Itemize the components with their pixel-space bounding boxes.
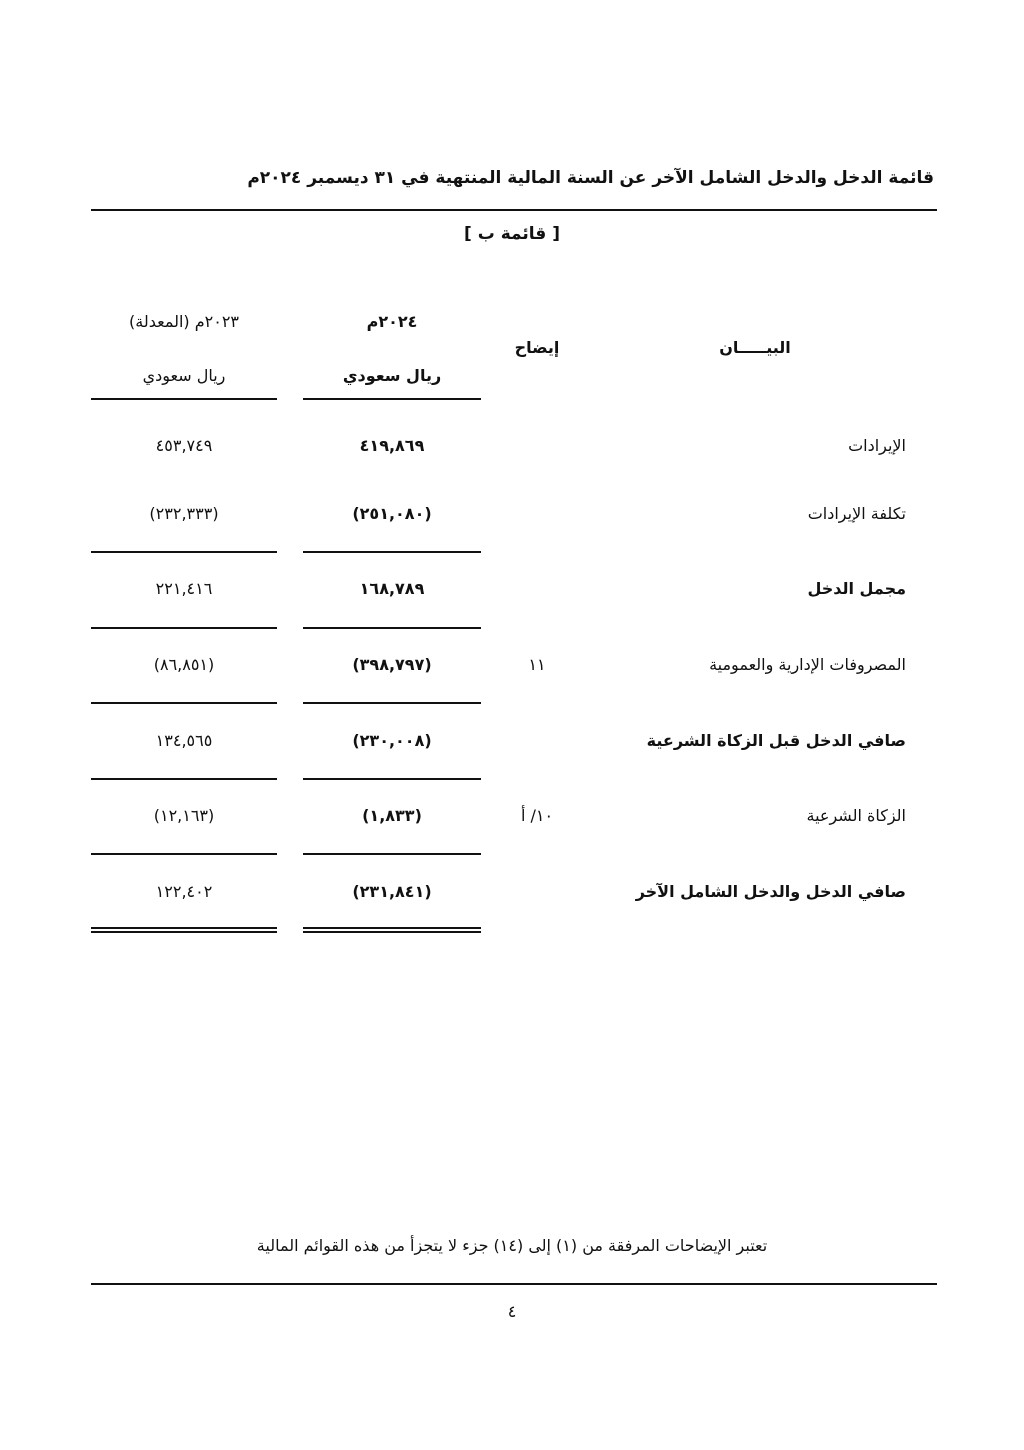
row-underline-2024: [303, 853, 481, 855]
row-label-zakat: الزكاة الشرعية: [806, 806, 906, 825]
row-value-2023-zakat: (١٢,١٦٣): [153, 806, 215, 825]
row-underline-2024: [303, 551, 481, 553]
row-value-2023-general-admin-expenses: (٨٦,٨٥١): [153, 655, 215, 674]
row-note-general-admin-expenses: ١١: [528, 655, 546, 674]
statement-subtitle: [ قائمة ب ]: [464, 224, 560, 244]
row-label-general-admin-expenses: المصروفات الإدارية والعمومية: [709, 655, 906, 674]
row-label-revenue: الإيرادات: [848, 436, 906, 455]
row-value-2024-net-income-before-zakat: (٢٣٠,٠٠٨): [352, 731, 432, 750]
header-description: البيـــــان: [719, 338, 791, 357]
row-underline-2023: [91, 853, 277, 855]
row-value-2024-net-comprehensive-income: (٢٣١,٨٤١): [352, 882, 432, 901]
header-year-2024: ٢٠٢٤م: [366, 312, 418, 331]
row-value-2024-general-admin-expenses: (٣٩٨,٧٩٧): [352, 655, 432, 674]
row-value-2023-revenue: ٤٥٣,٧٤٩: [155, 436, 213, 455]
page-number: ٤: [507, 1302, 517, 1321]
row-underline-2024: [303, 702, 481, 704]
row-label-net-comprehensive-income: صافي الدخل والدخل الشامل الآخر: [635, 882, 906, 901]
title-divider: [91, 209, 937, 211]
header-currency-2024: ريال سعودي: [342, 366, 442, 385]
statement-title: قائمة الدخل والدخل الشامل الآخر عن السنة المالية المنتهية في ٣١ ديسمبر ٢٠٢٤م: [247, 168, 934, 188]
row-note-zakat: ١٠/ أ: [520, 806, 554, 825]
row-label-cost-of-revenue: تكلفة الإيرادات: [807, 504, 906, 523]
row-underline-2023: [91, 627, 277, 629]
row-value-2024-revenue: ٤١٩,٨٦٩: [359, 436, 425, 455]
header-note: إيضاح: [514, 338, 560, 357]
row-underline-2024: [303, 627, 481, 629]
footnote-notes-reference: تعتبر الإيضاحات المرفقة من (١) إلى (١٤) جزء لا يتجزأ من هذه القوائم المالية: [256, 1236, 768, 1255]
row-underline-2023: [91, 702, 277, 704]
row-value-2023-net-income-before-zakat: ١٣٤,٥٦٥: [155, 731, 213, 750]
row-value-2024-zakat: (١,٨٣٣): [362, 806, 422, 825]
row-underline-2024: [303, 778, 481, 780]
row-value-2024-gross-profit: ١٦٨,٧٨٩: [359, 579, 425, 598]
header-underline-2023: [91, 398, 277, 400]
header-underline-2024: [303, 398, 481, 400]
row-value-2023-cost-of-revenue: (٢٣٢,٣٣٣): [149, 504, 219, 523]
total-double-underline-2024: [303, 927, 481, 933]
header-year-2023: ٢٠٢٣م (المعدلة): [129, 312, 239, 331]
row-underline-2023: [91, 551, 277, 553]
total-double-underline-2023: [91, 927, 277, 933]
row-value-2023-net-comprehensive-income: ١٢٢,٤٠٢: [155, 882, 213, 901]
row-value-2024-cost-of-revenue: (٢٥١,٠٨٠): [352, 504, 432, 523]
row-underline-2023: [91, 778, 277, 780]
header-currency-2023: ريال سعودي: [142, 366, 226, 385]
row-label-net-income-before-zakat: صافي الدخل قبل الزكاة الشرعية: [646, 731, 906, 750]
footer-divider: [91, 1283, 937, 1285]
row-value-2023-gross-profit: ٢٢١,٤١٦: [155, 579, 213, 598]
row-label-gross-profit: مجمل الدخل: [807, 579, 906, 598]
